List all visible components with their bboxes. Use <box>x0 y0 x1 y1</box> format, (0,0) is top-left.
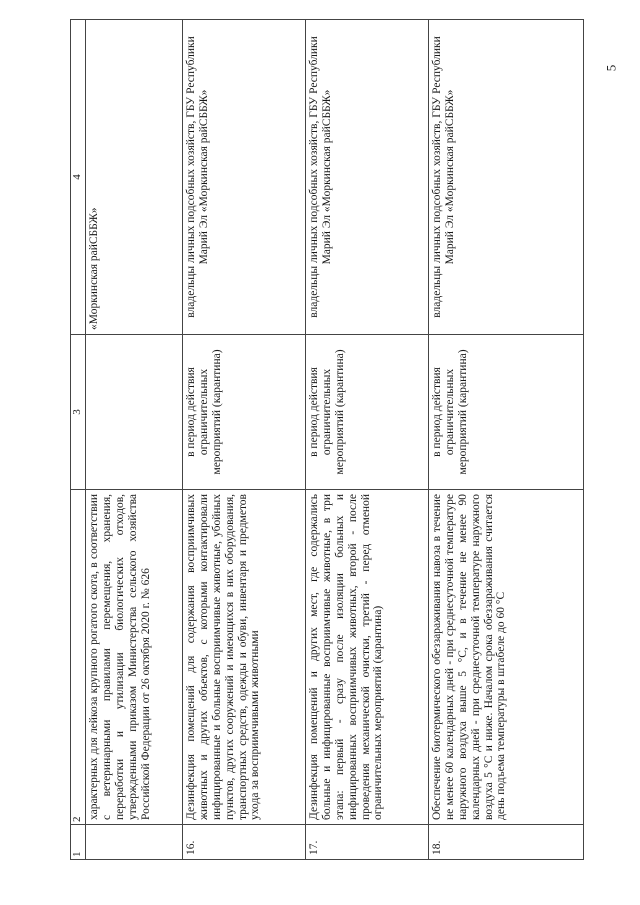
table-header-row <box>71 20 86 860</box>
measure-cell: Дезинфекция помещений и других мест, где содержались больные и инфицированные восприимчивые животные, в три этапа: первый - сразу после изоляции больных и инфицированных восприимчивых животных, второй - после проведения механической очистки, третий - перед отменой ограничительных мероприятий (карантина) <box>306 490 429 825</box>
term-cell: в период действия ограничительных мероприятий (карантина) <box>183 335 306 490</box>
row-number-cell: 18. <box>429 825 584 860</box>
responsible-cell: «Моркинская райСББЖ» <box>86 20 183 335</box>
table-row <box>183 20 306 860</box>
row-number-cell <box>86 825 183 860</box>
measures-table <box>70 19 584 860</box>
measure-cell: Дезинфекция помещений для содержания восприимчивых животных и других объектов, с которыми контактировали инфицированные и больные восприимчивые животные, убойных пунктов, других сооружений и имеющихся в них оборудования, транспортных средств, одежды и обуви, инвентаря и предметов ухода за восприимчивыми животными <box>183 490 306 825</box>
header-col-2: 2 <box>71 490 86 825</box>
header-col-3: 3 <box>71 335 86 490</box>
term-cell <box>86 335 183 490</box>
page-number: 5 <box>602 64 618 72</box>
responsible-cell: владельцы личных подсобных хозяйств, ГБУ Республики Марий Эл «Моркинская райСББЖ» <box>429 20 584 335</box>
table-row <box>429 20 584 860</box>
header-col-1: 1 <box>71 825 86 860</box>
table-row <box>306 20 429 860</box>
row-number-cell: 16. <box>183 825 306 860</box>
term-cell: в период действия ограничительных мероприятий (карантина) <box>306 335 429 490</box>
header-col-4: 4 <box>71 20 86 335</box>
responsible-cell: владельцы личных подсобных хозяйств, ГБУ Республики Марий Эл «Моркинская райСББЖ» <box>183 20 306 335</box>
measure-cell: характерных для лейкоза крупного рогатого скота, в соответствии с ветеринарными правилами перемещения, хранения, переработки и утилизации биологических отходов, утвержденными приказом Министерства сельского хозяйства Российской Федерации от 26 октября 2020 г. № 626 <box>86 490 183 825</box>
rotated-page <box>70 36 590 860</box>
table-row-continuation <box>86 20 183 860</box>
term-cell: в период действия ограничительных мероприятий (карантина) <box>429 335 584 490</box>
responsible-cell: владельцы личных подсобных хозяйств, ГБУ Республики Марий Эл «Моркинская райСББЖ» <box>306 20 429 335</box>
row-number-cell: 17. <box>306 825 429 860</box>
measure-cell: Обеспечение биотермического обеззараживания навоза в течение не менее 60 календарных дней - при среднесуточной температуре наружного воздуха выше 5 °С, и в течение не менее 90 календарных дней - при среднесуточной температуре наружного воздуха 5 °С и ниже. Началом срока обеззараживания считается день подъема температуры в штабеле до 60 °С <box>429 490 584 825</box>
